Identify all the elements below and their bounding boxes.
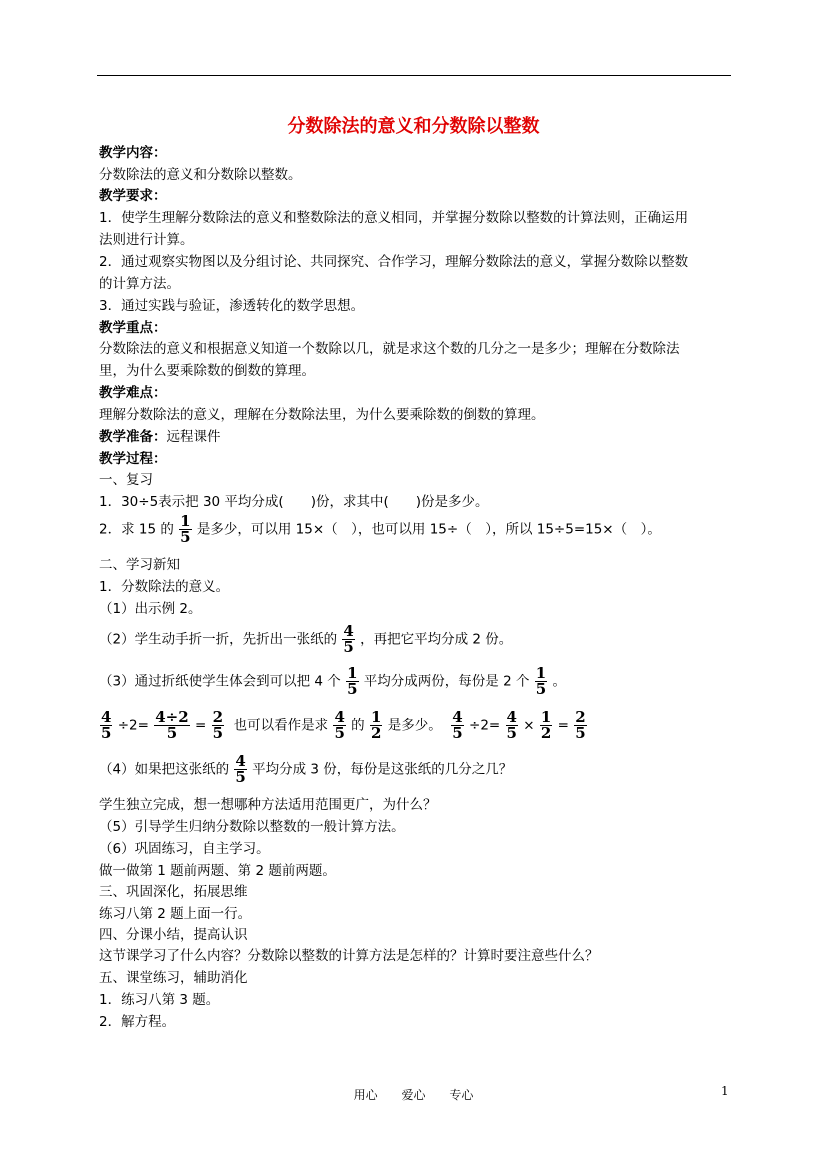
text-preparation: 远程课件 <box>166 429 221 445</box>
text-req3: 3．通过实践与验证，渗透转化的数学思想。 <box>99 298 365 314</box>
class-practice-1: 1．练习八第 3 题。 <box>99 992 220 1008</box>
text-req1b: 法则进行计算。 <box>99 232 194 248</box>
footer-item: 用心 <box>353 1088 378 1102</box>
practice-1: 做一做第 1 题前两题、第 2 题前两题。 <box>99 863 336 879</box>
review-q1: 1．30÷5表示把 30 平均分成( )份，求其中( )份是多少。 <box>99 494 489 510</box>
new-1-3 <box>99 666 566 697</box>
page-title: 分数除法的意义和分数除以整数 <box>287 116 540 137</box>
new-1-3-mid: 平均分成两份，每份是 2 个 <box>363 673 530 690</box>
heading-process: 教学过程： <box>99 451 167 467</box>
footer <box>0 1086 827 1103</box>
fraction-four-fifths: $\frac{4}{5}$ <box>101 708 112 742</box>
div-two: ÷2= <box>117 717 149 734</box>
page-number: 1 <box>721 1084 729 1098</box>
equals: = <box>557 717 569 734</box>
review-q2-pre: 2．求 15 的 <box>99 521 174 538</box>
text-req2a: 2．通过观察实物图以及分组讨论、共同探究、合作学习，理解分数除法的意义，掌握分数除以整数 <box>99 254 689 270</box>
new-1-3-pre: （3）通过折纸使学生体会到可以把 4 个 <box>99 673 341 690</box>
independent-work: 学生独立完成，想一想哪种方法适用范围更广，为什么？ <box>99 797 437 813</box>
times: × <box>523 717 535 734</box>
text-req2b: 的计算方法。 <box>99 276 180 292</box>
new-1-2 <box>99 624 512 655</box>
new-1: 1．分数除法的意义。 <box>99 579 230 595</box>
div-two: ÷2= <box>469 717 501 734</box>
fraction-four-fifths: $\frac{4}{5}$ <box>343 622 354 656</box>
fraction-four-fifths: $\frac{4}{5}$ <box>334 708 345 742</box>
section-class-practice: 五、课堂练习，辅助消化 <box>99 970 248 986</box>
section-summary: 四、分课小结，提高认识 <box>99 927 248 943</box>
text-content: 分数除法的意义和分数除以整数。 <box>99 167 302 183</box>
new-1-2-post: ，再把它平均分成 2 份。 <box>360 631 513 648</box>
fraction-four-fifths: $\frac{4}{5}$ <box>506 708 517 742</box>
fraction-two-fifths: $\frac{2}{5}$ <box>575 708 586 742</box>
new-1-4-pre: （4）如果把这张纸的 <box>99 761 230 778</box>
header-rule <box>97 75 731 76</box>
text-key-b: 里，为什么要乘除数的倒数的算理。 <box>99 363 315 379</box>
eq-text-b: 的 <box>351 717 365 734</box>
new-1-2-pre: （2）学生动手折一折，先折出一张纸的 <box>99 631 338 648</box>
fraction-one-half: $\frac{1}{2}$ <box>370 708 382 742</box>
fraction-one-fifth: $\frac{1}{5}$ <box>180 512 191 546</box>
review-q2-post: 是多少，可以用 15×（ ），也可以用 15÷（ ），所以 15÷5=15×（ ）。 <box>196 521 661 538</box>
new-1-3-post: 。 <box>552 673 566 690</box>
text-difficulty: 理解分数除法的意义，理解在分数除法里，为什么要乘除数的倒数的算理。 <box>99 407 545 423</box>
fraction-four-fifths: $\frac{4}{5}$ <box>452 708 463 742</box>
new-1-4 <box>99 754 512 785</box>
heading-preparation: 教学准备： <box>99 429 167 445</box>
summary-text: 这节课学习了什么内容？分数除以整数的计算方法是怎样的？计算时要注意些什么？ <box>99 948 599 964</box>
fraction-one-fifth: $\frac{1}{5}$ <box>535 664 547 698</box>
section-new: 二、学习新知 <box>99 557 180 573</box>
exercise-8: 练习八第 2 题上面一行。 <box>99 906 252 922</box>
line-preparation <box>99 428 221 446</box>
equals: = <box>195 717 207 734</box>
heading-key-points: 教学重点： <box>99 320 167 336</box>
new-1-1: （1）出示例 2。 <box>99 601 202 617</box>
eq-text-a: 也可以看作是求 <box>233 717 329 734</box>
section-review: 一、复习 <box>99 472 153 488</box>
review-q2 <box>99 514 661 545</box>
text-req1a: 1．使学生理解分数除法的意义和整数除法的意义相同，并掌握分数除以整数的计算法则，正确运用 <box>99 210 689 226</box>
section-deepen: 三、巩固深化，拓展思维 <box>99 884 248 900</box>
heading-content: 教学内容： <box>99 145 167 161</box>
class-practice-2: 2．解方程。 <box>99 1014 176 1030</box>
fraction-one-half: $\frac{1}{2}$ <box>540 708 552 742</box>
fraction-one-fifth: $\frac{1}{5}$ <box>347 664 358 698</box>
footer-item: 爱心 <box>401 1088 426 1102</box>
heading-requirements: 教学要求： <box>99 188 167 204</box>
text-key-a: 分数除法的意义和根据意义知道一个数除以几，就是求这个数的几分之一是多少；理解在分数除法 <box>99 341 680 357</box>
equation-line <box>99 710 588 741</box>
new-1-6: （6）巩固练习，自主学习。 <box>99 841 270 857</box>
eq-text-c: 是多少。 <box>387 717 442 734</box>
fraction-four-div-two-over-five: $\frac{4\div 2}{5}$ <box>155 708 189 742</box>
new-1-5: （5）引导学生归纳分数除以整数的一般计算方法。 <box>99 819 405 835</box>
fraction-two-fifths: $\frac{2}{5}$ <box>212 708 224 742</box>
footer-item: 专心 <box>449 1088 474 1102</box>
fraction-four-fifths: $\frac{4}{5}$ <box>235 752 246 786</box>
new-1-4-post: 平均分成 3 份，每份是这张纸的几分之几？ <box>252 761 513 778</box>
heading-difficulty: 教学难点： <box>99 385 167 401</box>
